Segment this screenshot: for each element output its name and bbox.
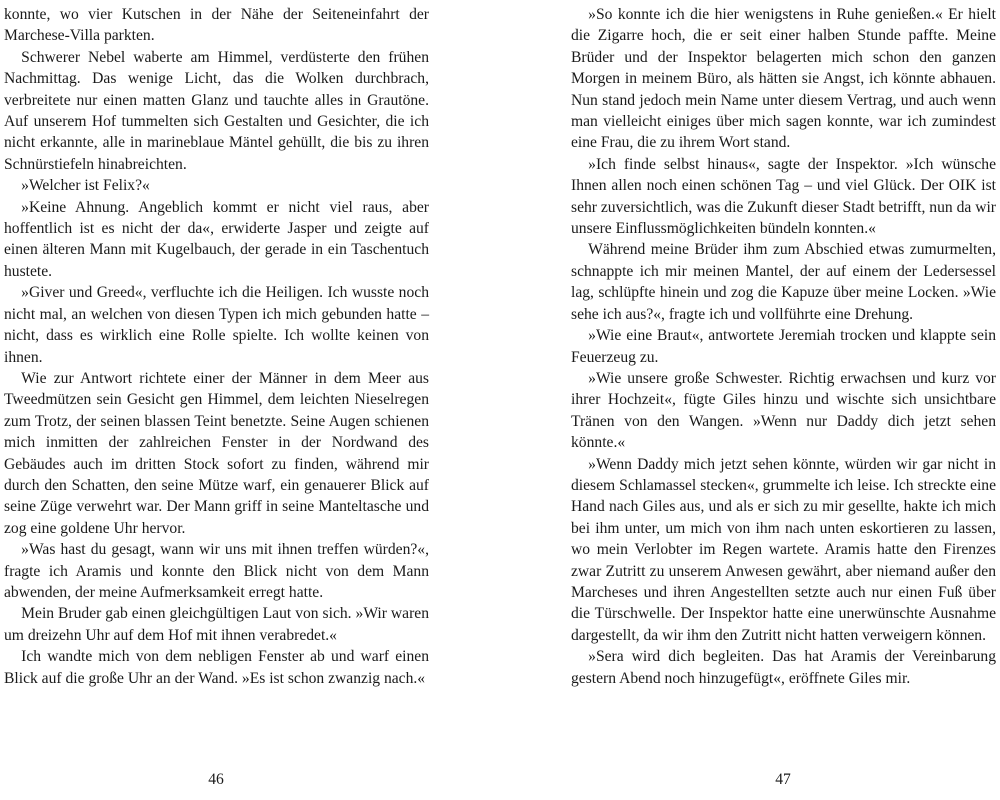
paragraph: Ich wandte mich von dem nebligen Fenster ab und warf einen Blick auf die große Uhr an der Wand. »Es ist schon zwanzig nach.«	[4, 648, 429, 687]
paragraph: Wie zur Antwort richtete einer der Männer in dem Meer aus Tweedmützen sein Gesicht gen Himmel, dem leichten Nieselregen zum Trotz, der seinen blassen Teint benetzte. Seine Augen schienen mich inmitten der zahlreichen Fenster in der Nordwand des Gebäudes auch im dritten Stock sofort zu finden, während mir durch den Schatten, den seine Mütze warf, ein genauerer Blick auf seine Züge verwehrt war. Der Mann griff in seine Manteltasche und zog eine goldene Uhr hervor.	[4, 369, 429, 537]
paragraph: »So konnte ich die hier wenigstens in Ruhe genießen.« Er hielt die Zigarre hoch, die er seit einer halben Stunde paffte. Meine Brüder und der Inspektor belagerten mich schon den ganzen Morgen in meinem Büro, als hätten sie Angst, ich könnte abhauen. Nun stand jedoch mein Name unter diesem Vertrag, und auch wenn man vielleicht einiges über mich sagen konnte, war ich zumindest eine Frau, die zu ihrem Wort stand.	[571, 6, 996, 152]
paragraph: »Ich finde selbst hinaus«, sagte der Inspektor. »Ich wünsche Ihnen allen noch einen schönen Tag – und viel Glück. Der OIK ist sehr zuversichtlich, was die Zukunft dieser Stadt betrifft, nun da wir unsere Einflussmöglichkeiten bündeln konnten.«	[571, 155, 996, 238]
paragraph: »Wie unsere große Schwester. Richtig erwachsen und kurz vor ihrer Hochzeit«, fügte Giles hinzu und wischte sich unsichtbare Tränen von den Wangen. »Wenn nur Daddy dich jetzt sehen könnte.«	[571, 369, 996, 452]
paragraph: Mein Bruder gab einen gleichgültigen Laut von sich. »Wir waren um dreizehn Uhr auf dem Hof mit ihnen verabredet.«	[4, 605, 429, 644]
paragraph: »Welcher ist Felix?«	[21, 177, 150, 195]
paragraph: »Wenn Daddy mich jetzt sehen könnte, würden wir gar nicht in diesem Schlamassel stecken«, grummelte ich leise. Ich streckte eine Hand nach Giles aus, und als er sich zu mir gesellte, hakte ich mich bei ihm unter, um mich von ihm nach unten eskortieren zu lassen, wo mein Verlobter im Regen wartete. Aramis hatte den Firenzes zwar Zutritt zu unserem Anwesen gewährt, aber niemand außer den Marcheses und ihren Angestellten setzte auch nur einen Fuß über die Türschwelle. Der Inspektor hatte eine unerwünschte Ausnahme dargestellt, da wir ihm den Zutritt nicht hatten verweigern können.	[571, 455, 996, 644]
paragraph: konnte, wo vier Kutschen in der Nähe der Seiteneinfahrt der Marchese-Villa parkten.	[4, 6, 429, 45]
paragraph: »Giver und Greed«, verfluchte ich die Heiligen. Ich wusste noch nicht mal, an welchen von diesen Typen ich mich gebunden hatte – nicht, dass es wirklich eine Rolle spielte. Ich wollte keinen von ihnen.	[4, 284, 429, 366]
paragraph: Während meine Brüder ihm zum Abschied etwas zumurmelten, schnappte ich mir meinen Mantel, der auf einem der Ledersessel lag, schlüpfte hinein und zog die Kapuze über meine Locken. »Wie sehe ich aus?«, fragte ich und vollführte eine Drehung.	[571, 241, 996, 323]
paragraph: »Keine Ahnung. Angeblich kommt er nicht viel raus, aber hoffentlich ist es nicht der da«, erwiderte Jasper und zeigte auf einen älteren Mann mit Kugelbauch, der gerade in ein Taschentuch hustete.	[4, 198, 429, 280]
paragraph: Schwerer Nebel waberte am Himmel, verdüsterte den frühen Nachmittag. Das wenige Licht, das die Wolken durchbrach, verbreitete nur einen matten Glanz und tauchte alles in Grautöne. Auf unserem Hof tummelten sich Gestalten und Gesichter, die ich nicht erkannte, alle in marineblaue Mäntel gehüllt, die bis zu ihren Schnürstiefeln hinabreichten.	[4, 48, 429, 173]
paragraph: »Was hast du gesagt, wann wir uns mit ihnen treffen würden?«, fragte ich Aramis und konnte den Blick nicht von dem Mann abwenden, der meine Aufmerksamkeit erregt hatte.	[4, 541, 429, 601]
right-page	[500, 0, 1000, 800]
paragraph: »Sera wird dich begleiten. Das hat Aramis der Vereinbarung gestern Abend noch hinzugefügt«, eröffnete Giles mir.	[571, 648, 996, 687]
right-page-text	[571, 4, 996, 689]
page-number: 46	[208, 771, 224, 788]
left-page-text	[4, 4, 429, 689]
page-number: 47	[775, 771, 791, 788]
paragraph: »Wie eine Braut«, antwortete Jeremiah trocken und klappte sein Feuerzeug zu.	[571, 327, 996, 366]
